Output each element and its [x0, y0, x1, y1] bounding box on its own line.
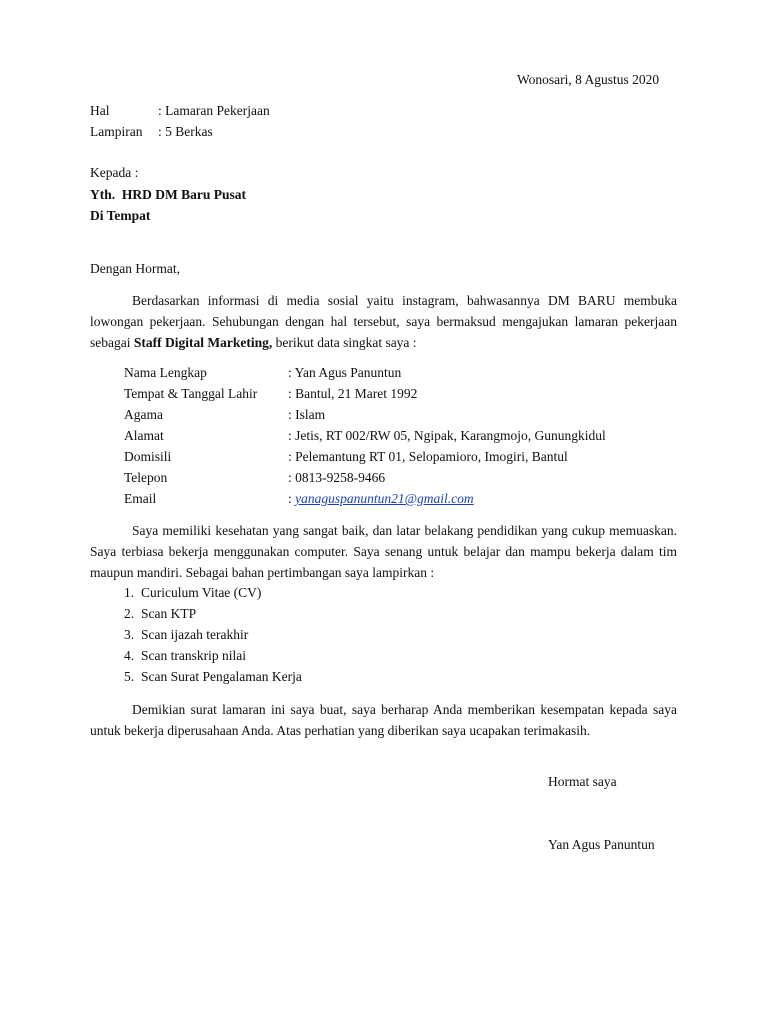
- place-date: Wonosari, 8 Agustus 2020: [517, 72, 660, 87]
- data-label: Telepon: [124, 470, 168, 485]
- list-text: Curiculum Vitae (CV): [141, 585, 262, 600]
- closing-salutation: Hormat saya: [548, 774, 617, 789]
- meta-value-hal: : Lamaran Pekerjaan: [158, 103, 270, 118]
- recipient-place: Di Tempat: [90, 208, 151, 223]
- list-item: [124, 605, 196, 623]
- data-label: Nama Lengkap: [124, 365, 207, 380]
- signature-name: Yan Agus Panuntun: [548, 837, 655, 852]
- data-value: : Pelemantung RT 01, Selopamioro, Imogiri, Bantul: [288, 449, 568, 464]
- position-title: Staff Digital Marketing,: [133, 335, 273, 350]
- data-label: Agama: [124, 407, 163, 422]
- list-item: [124, 626, 248, 644]
- opening-paragraph: [90, 290, 677, 353]
- data-label: Domisili: [124, 449, 172, 464]
- data-value: : Bantul, 21 Maret 1992: [288, 386, 418, 401]
- recipient-name: Yth. HRD DM Baru Pusat: [90, 187, 247, 202]
- closing-paragraph: [90, 699, 677, 741]
- closing-paragraph-text: Demikian surat lamaran ini saya buat, saya berharap Anda memberikan kesempatan kepada saya untuk bekerja diperusahaan Anda. Atas perhatian yang diberikan saya ucapakan terimakasih.: [90, 702, 677, 738]
- data-value: : Yan Agus Panuntun: [288, 365, 402, 380]
- list-item: [124, 584, 261, 602]
- qualification-paragraph: [90, 520, 677, 583]
- recipient-kepada: Kepada :: [90, 165, 139, 180]
- list-text: Scan KTP: [141, 606, 197, 621]
- list-number: 4.: [124, 648, 135, 663]
- meta-value-lampiran: : 5 Berkas: [158, 124, 213, 139]
- list-number: 1.: [124, 585, 135, 600]
- data-value: : Jetis, RT 002/RW 05, Ngipak, Karangmojo, Gunungkidul: [288, 428, 606, 443]
- greeting: Dengan Hormat,: [90, 261, 180, 276]
- list-text: Scan ijazah terakhir: [141, 627, 249, 642]
- list-number: 3.: [124, 627, 135, 642]
- email-colon: :: [288, 491, 296, 506]
- data-label-email: Email: [124, 491, 157, 506]
- data-label: Tempat & Tanggal Lahir: [124, 386, 258, 401]
- opening-paragraph-text: Berdasarkan informasi di media sosial yaitu instagram, bahwasannya DM BARU membuka lowongan pekerjaan. Sehubungan dengan hal tersebut, saya bermaksud mengajukan lamaran pekerjaan sebagai: [90, 293, 677, 350]
- meta-label-lampiran: Lampiran: [90, 124, 143, 139]
- opening-paragraph-tail: berikut data singkat saya :: [272, 335, 417, 350]
- meta-label-hal: Hal: [90, 103, 110, 118]
- data-value: : Islam: [288, 407, 326, 422]
- list-text: Scan Surat Pengalaman Kerja: [141, 669, 302, 684]
- data-value-email: [288, 490, 474, 508]
- list-item: [124, 647, 246, 665]
- list-number: 5.: [124, 669, 135, 684]
- list-number: 2.: [124, 606, 135, 621]
- email-link[interactable]: yanaguspanuntun21@gmail.com: [295, 491, 474, 506]
- data-label: Alamat: [124, 428, 164, 443]
- qualification-paragraph-text: Saya memiliki kesehatan yang sangat baik, dan latar belakang pendidikan yang cukup memuaskan. Saya terbiasa bekerja menggunakan computer. Saya senang untuk belajar dan mampu bekerja dalam tim maupun mandiri. Sebagai bahan pertimbangan saya lampirkan :: [90, 523, 677, 580]
- data-value: : 0813-9258-9466: [288, 470, 386, 485]
- list-text: Scan transkrip nilai: [141, 648, 246, 663]
- list-item: [124, 668, 302, 686]
